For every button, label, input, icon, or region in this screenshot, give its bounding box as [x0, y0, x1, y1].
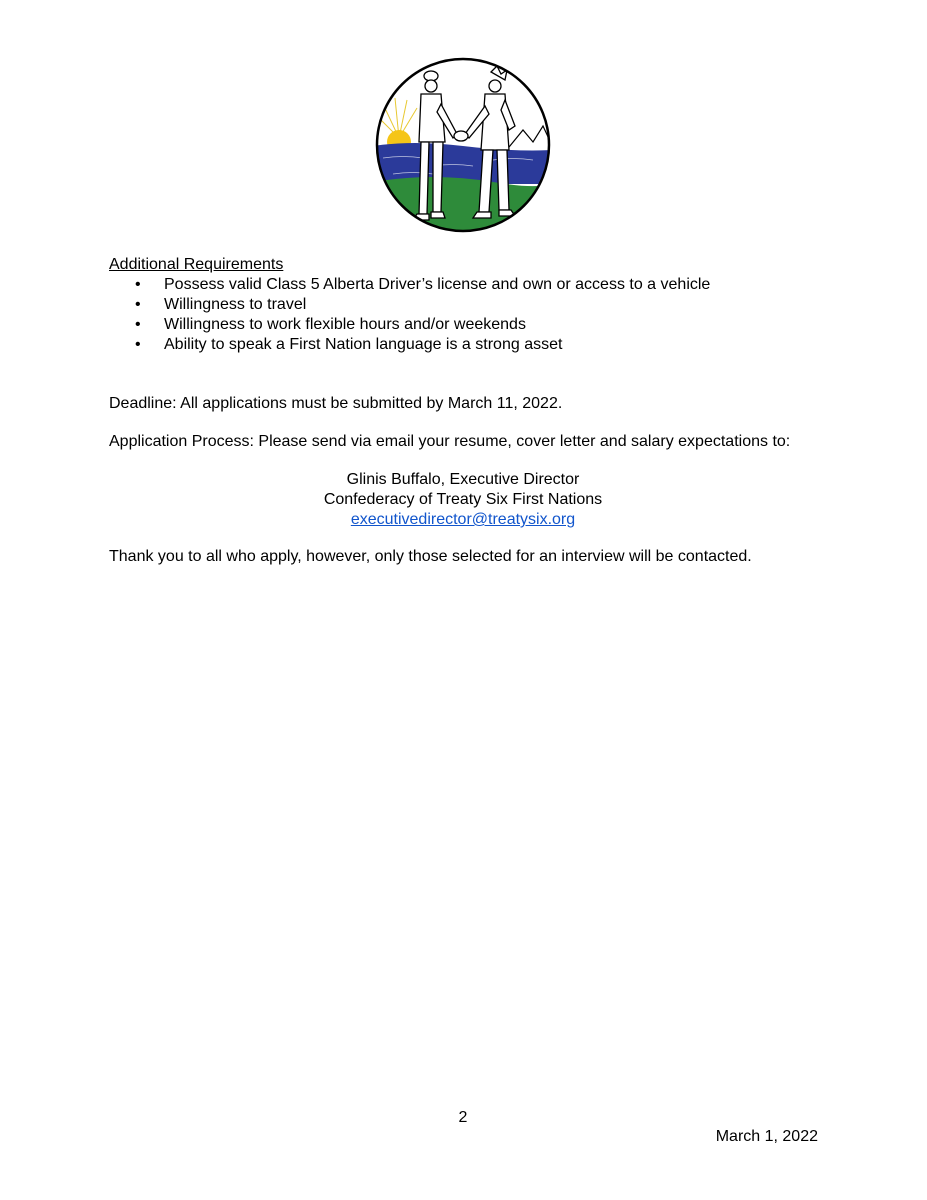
- footer-date: March 1, 2022: [715, 1128, 818, 1145]
- closing-text: Thank you to all who apply, however, only those selected for an interview will be contacted.: [109, 548, 752, 565]
- deadline-text: Deadline: All applications must be submitted by March 11, 2022.: [109, 395, 563, 412]
- handshake-seal-icon: [373, 54, 553, 236]
- bullet-icon: •: [135, 296, 141, 313]
- page-number: 2: [458, 1109, 468, 1126]
- contact-name-title: Glinis Buffalo, Executive Director: [346, 471, 580, 488]
- bullet-icon: •: [135, 336, 141, 353]
- requirement-text: Willingness to work flexible hours and/or weekends: [164, 316, 526, 333]
- list-item: [109, 315, 829, 335]
- treaty-six-logo: [373, 54, 553, 236]
- bullet-icon: •: [135, 276, 141, 293]
- requirements-heading: Additional Requirements: [109, 256, 284, 273]
- list-item: [109, 275, 829, 295]
- contact-block: [240, 470, 686, 530]
- list-item: [109, 295, 829, 315]
- requirements-list: [109, 275, 829, 355]
- application-process-text: Application Process: Please send via email your resume, cover letter and salary expectations to:: [109, 433, 791, 450]
- requirement-text: Willingness to travel: [164, 296, 307, 313]
- contact-email-link[interactable]: executivedirector@treatysix.org: [350, 511, 576, 528]
- requirement-text: Possess valid Class 5 Alberta Driver’s license and own or access to a vehicle: [164, 276, 711, 293]
- contact-organization: Confederacy of Treaty Six First Nations: [323, 491, 603, 508]
- requirement-text: Ability to speak a First Nation language is a strong asset: [164, 336, 563, 353]
- bullet-icon: •: [135, 316, 141, 333]
- list-item: [109, 335, 829, 355]
- requirements-section: [109, 255, 829, 355]
